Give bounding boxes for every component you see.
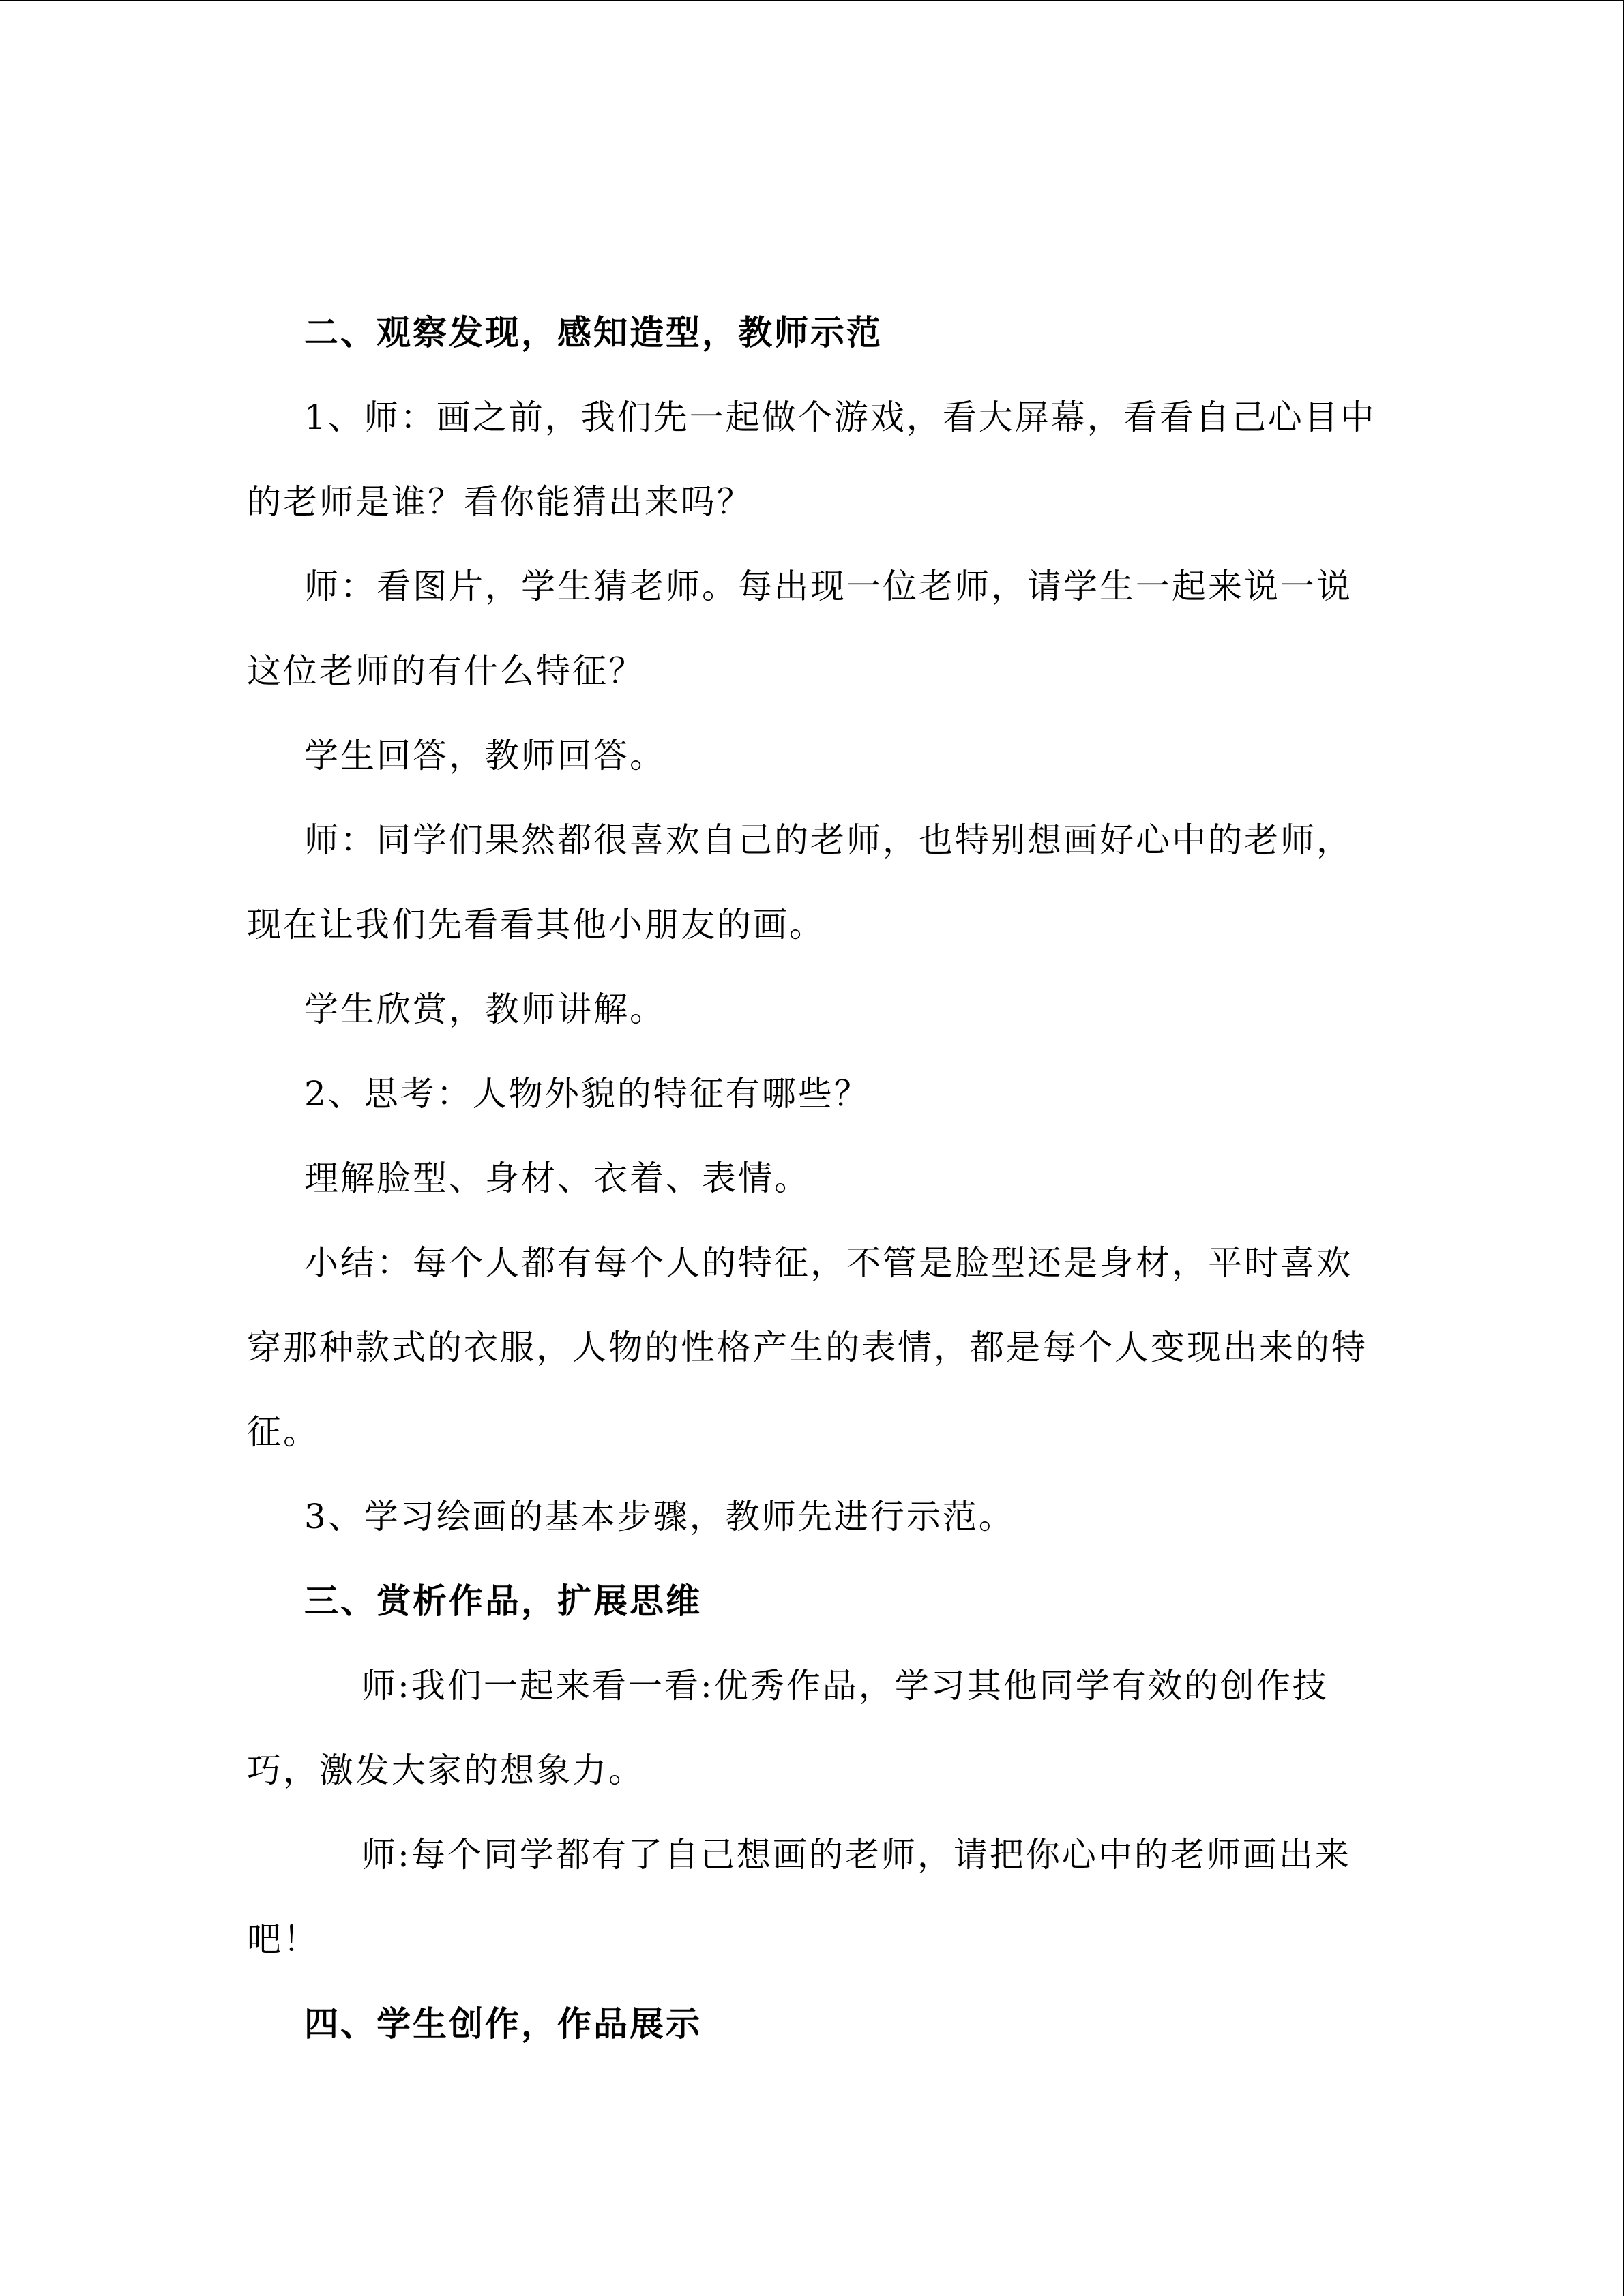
paragraph: 学生回答，教师回答。 (304, 736, 666, 775)
document-body (247, 290, 1379, 2066)
paragraph: 师:我们一起来看一看:优秀作品，学习其他同学有效的创作技巧，激发大家的想象力。 (247, 1666, 1329, 1790)
paragraph: 学生欣赏，教师讲解。 (304, 989, 666, 1029)
paragraph: 师：同学们果然都很喜欢自己的老师，也特别想画好心中的老师，现在让我们先看看其他小朋友的画。 (247, 820, 1353, 944)
paragraph: 师：看图片，学生猜老师。每出现一位老师，请学生一起来说一说这位老师的有什么特征？ (247, 567, 1353, 691)
paragraph: 师:每个同学都有了自己想画的老师，请把你心中的老师画出来吧！ (247, 1835, 1351, 1959)
paragraph: 小结：每个人都有每个人的特征，不管是脸型还是身材，平时喜欢穿那种款式的衣服，人物的性格产生的表情，都是每个人变现出来的特征。 (247, 1243, 1368, 1452)
section-heading-4: 四、学生创作，作品展示 (304, 2004, 702, 2044)
paragraph: 1、师：画之前，我们先一起做个游戏，看大屏幕，看看自己心目中的老师是谁？看你能猜出来吗？ (247, 398, 1376, 522)
paragraph: 理解脸型、身材、衣着、表情。 (304, 1159, 810, 1198)
section-heading-2: 二、观察发现，感知造型，教师示范 (304, 313, 883, 353)
paragraph: 3、学习绘画的基本步骤，教师先进行示范。 (304, 1497, 1015, 1536)
paragraph: 2、思考：人物外貌的特征有哪些？ (304, 1074, 870, 1114)
section-heading-3: 三、赏析作品，扩展思维 (304, 1581, 702, 1621)
